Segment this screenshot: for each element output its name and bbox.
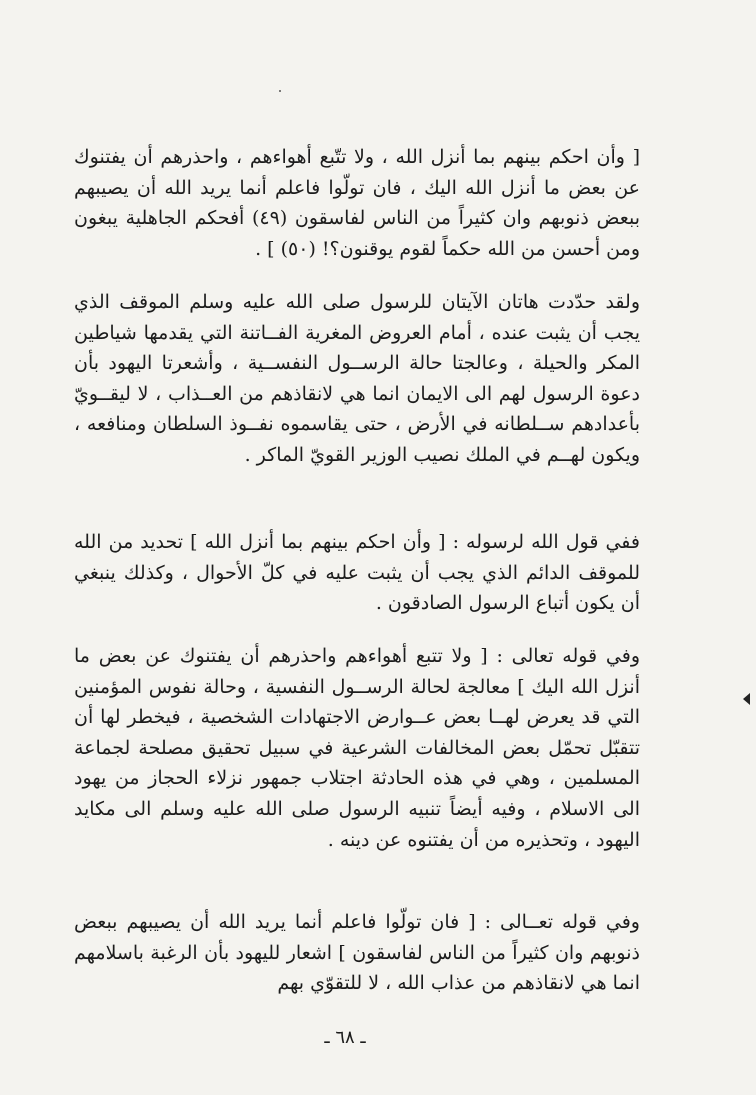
commentary-paragraph — [74, 527, 640, 619]
page-number: ـ ٦٨ ـ — [324, 1027, 366, 1048]
commentary-paragraph — [74, 641, 640, 855]
speck-mark — [279, 90, 281, 92]
paragraph-text: [ وأن احكم بينهم بما أنزل الله ، ولا تتّبع أهواءهم ، واحذرهم أن يفتنوك عن بعض ما أنزل الله اليك ، فان تولّوا فاعلم أنما يريد الله أن يصيبهم ببعض ذنوبهم وان كثيراً من الناس لفاسقون (٤٩) أفحكم الجاهلية يبغون ومن أحسن من الله حكماً لقوم يوقنون؟! (٥٠) ] . — [74, 146, 640, 260]
quran-quote-paragraph — [74, 142, 640, 264]
commentary-paragraph — [74, 907, 640, 999]
paragraph-text: ولقد حدّدت هاتان الآيتان للرسول صلى الله عليه وسلم الموقف الذي يجب أن يثبت عنده ، أمام العروض المغرية الفــاتنة التي يقدمها شياطين المكر والحيلة ، وعالجتا حالة الرســول النفســية ، وأشعرتا اليهود بأن دعوة الرسول لهم الى الايمان انما هي لانقاذهم من العــذاب ، لا ليقــويّ بأعدادهم ســلطانه في الأرض ، حتى يقاسموه نفــوذ السلطان ومنافعه ، ويكون لهــم في الملك نصيب الوزير القويّ الماكر . — [74, 291, 640, 466]
paragraph-text: ففي قول الله لرسوله : [ وأن احكم بينهم بما أنزل الله ] تحديد من الله للموقف الدائم الذي يجب أن يثبت عليه في كلّ الأحوال ، وكذلك ينبغي أن يكون أتباع الرسول الصادقون . — [74, 531, 640, 615]
paragraph-text: وفي قوله تعالى : [ ولا تتبع أهواءهم واحذرهم أن يفتنوك عن بعض ما أنزل الله اليك ] معالجة لحالة الرســول النفسية ، وحالة نفوس المؤمنين التي قد يعرض لهــا بعض عــوارض الاجتهادات الشخصية ، فيخطر لها أن تتقبّل تحمّل بعض المخالفات الشرعية في سبيل تحقيق مصلحة لجماعة المسلمين ، وهي في هذه الحادثة اجتلاب جمهور نزلاء الحجاز من يهود الى الاسلام ، وفيه أيضاً تنبيه الرسول صلى الله عليه وسلم الى مكايد اليهود ، وتحذيره من أن يفتنوه عن دينه . — [74, 645, 640, 851]
margin-arrow-icon — [743, 693, 750, 705]
commentary-paragraph — [74, 287, 640, 471]
paragraph-text: وفي قوله تعــالى : [ فان تولّوا فاعلم أنما يريد الله أن يصيبهم ببعض ذنوبهم وان كثيراً من الناس لفاسقون ] اشعار لليهود بأن الرغبة باسلامهم انما هي لانقاذهم من عذاب الله ، لا للتقوّي بهم — [74, 911, 640, 995]
